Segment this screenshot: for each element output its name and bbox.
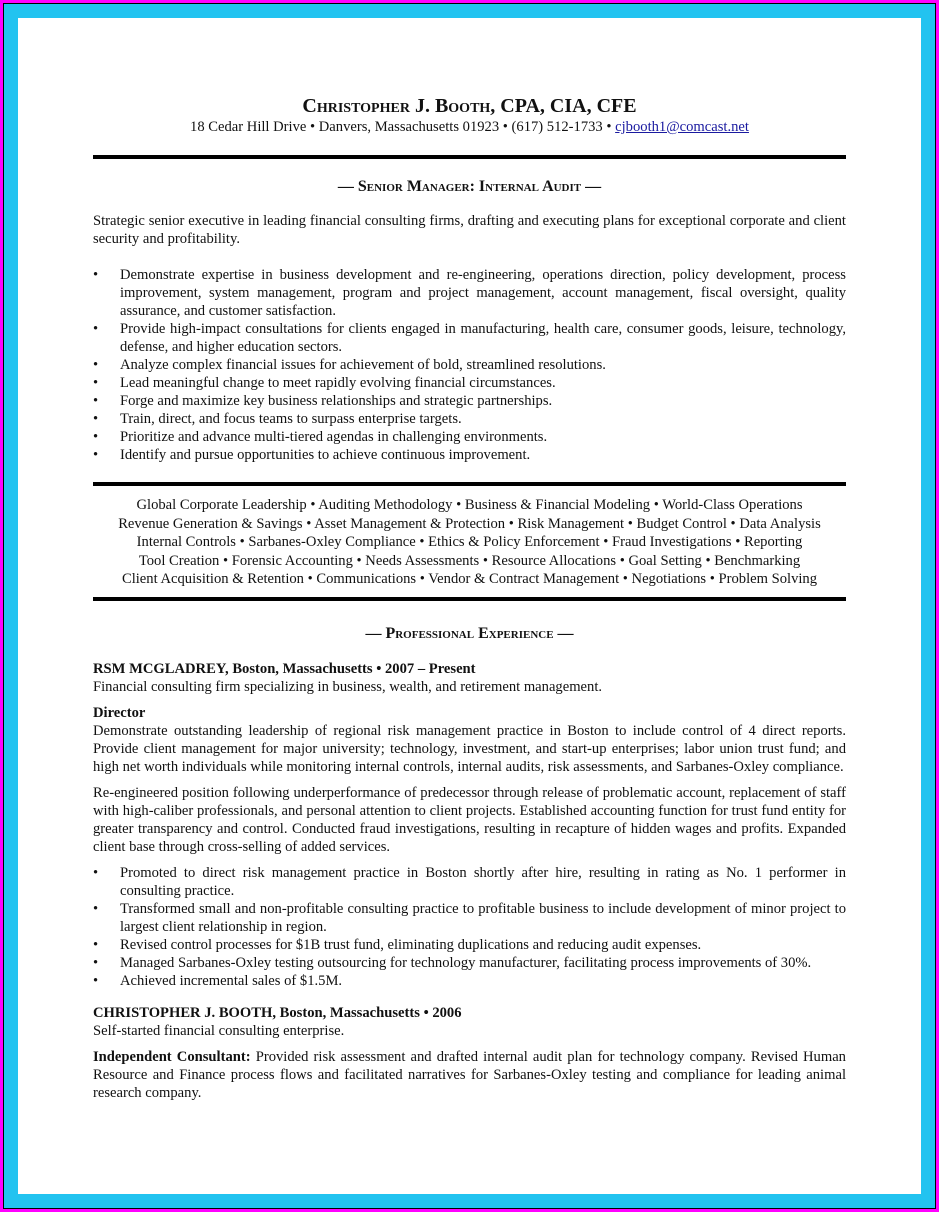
candidate-name: Christopher J. Booth, CPA, CIA, CFE: [302, 95, 637, 117]
bullet-item: [93, 374, 846, 392]
bullet-icon: •: [93, 900, 99, 917]
bullet-icon: •: [93, 411, 99, 427]
job-paragraph: [93, 1048, 846, 1102]
bullet-text: Prioritize and advance multi-tiered agendas in challenging environments.: [120, 429, 548, 445]
bullet-item: [93, 864, 846, 900]
bullet-text: Revised control processes for $1B trust fund, eliminating duplications and reducing audit expenses.: [120, 936, 702, 953]
summary-title: — Senior Manager: Internal Audit —: [337, 178, 602, 195]
divider: [93, 597, 846, 601]
job-title: Director: [93, 704, 146, 721]
bullet-icon: •: [93, 864, 99, 881]
bullet-text: Demonstrate expertise in business development and re-engineering, operations direction, policy development, process improvement, system management, program and project management, account management, fiscal oversight, quality assurance, and customer satisfaction.: [120, 267, 846, 319]
bullet-icon: •: [93, 972, 99, 989]
competencies: [93, 496, 846, 589]
bullet-item: [93, 954, 846, 972]
bullet-item: [93, 320, 846, 356]
job-paragraph: Re-engineered position following underperformance of predecessor through release of problematic account, replacement of staff with high-caliber professionals, and personal attention to client projects. Established accounting function for trust fund entity for greater transparency and control. Conducted fraud investigations, resulting in recapture of hidden wages and profits. Expanded client base through cross-selling of added services.: [93, 784, 846, 855]
bullet-item: [93, 900, 846, 936]
bullet-item: [93, 428, 846, 446]
summary-intro: Strategic senior executive in leading financial consulting firms, drafting and executing plans for exceptional corporate and client security and profitability.: [93, 213, 846, 247]
divider: [93, 155, 846, 159]
job-title: Independent Consultant:: [93, 1048, 251, 1065]
competency-line: Revenue Generation & Savings • Asset Management & Protection • Risk Management • Budget Control • Data Analysis: [118, 515, 821, 532]
bullet-text: Provide high-impact consultations for clients engaged in manufacturing, health care, consumer goods, leisure, technology, defense, and higher education sectors.: [120, 321, 846, 355]
bullet-item: [93, 392, 846, 410]
bullet-item: [93, 446, 846, 464]
bullet-text: Promoted to direct risk management practice in Boston shortly after hire, resulting in rating as No. 1 performer in consulting practice.: [120, 864, 846, 899]
bullet-item: [93, 972, 846, 990]
bullet-icon: •: [93, 393, 99, 409]
bullet-text: Achieved incremental sales of $1.5M.: [120, 972, 343, 989]
divider: [93, 482, 846, 486]
job-text: Provided risk assessment and drafted internal audit plan for technology company. Revised Human Resource and Finance process flows and facilitated narratives for Sarbanes-Oxley testing and compliance for leading animal research company.: [93, 1048, 846, 1101]
bullet-text: Train, direct, and focus teams to surpass enterprise targets.: [120, 411, 462, 427]
address: 18 Cedar Hill Drive • Danvers, Massachusetts 01923 • (617) 512-1733 •: [190, 119, 616, 135]
bullet-text: Transformed small and non-profitable consulting practice to profitable business to include development of minor project to largest client relationship in region.: [120, 900, 846, 935]
bullet-icon: •: [93, 936, 99, 953]
bullet-item: [93, 936, 846, 954]
bullet-item: [93, 410, 846, 428]
employer-2-desc: Self-started financial consulting enterprise.: [93, 1022, 345, 1039]
employer-1: RSM MCGLADREY, Boston, Massachusetts • 2007 – Present: [93, 660, 476, 677]
competency-line: Global Corporate Leadership • Auditing Methodology • Business & Financial Modeling • World-Class Operations: [136, 497, 803, 513]
resume: [93, 18, 846, 1102]
job-bullets: [93, 864, 846, 990]
bullet-icon: •: [93, 357, 99, 373]
bullet-icon: •: [93, 447, 99, 463]
bullet-icon: •: [93, 954, 99, 971]
bullet-item: [93, 356, 846, 374]
competency-line: Client Acquisition & Retention • Communications • Vendor & Contract Management • Negotiations • Problem Solving: [121, 571, 818, 588]
job-paragraph: Demonstrate outstanding leadership of regional risk management practice in Boston to include control of 4 direct reports. Provide client management for major university; technology, investment, and start-up enterprises; labor union trust fund; and high net worth individuals while monitoring internal controls, internal audits, risk assessments, and Sarbanes-Oxley compliance.: [93, 722, 846, 775]
bullet-icon: •: [93, 267, 99, 283]
bullet-icon: •: [93, 429, 99, 445]
experience-title: — Professional Experience —: [365, 624, 574, 642]
bullet-text: Lead meaningful change to meet rapidly evolving financial circumstances.: [120, 375, 556, 391]
bullet-icon: •: [93, 375, 99, 391]
email-link[interactable]: cjbooth1@comcast.net: [615, 119, 749, 135]
bullet-text: Forge and maximize key business relationships and strategic partnerships.: [120, 393, 553, 409]
bullet-icon: •: [93, 321, 99, 337]
employer-2: CHRISTOPHER J. BOOTH, Boston, Massachusetts • 2006: [93, 1004, 462, 1021]
resume-page: [18, 18, 921, 1194]
bullet-text: Managed Sarbanes-Oxley testing outsourcing for technology manufacturer, facilitating process improvements of 30%.: [120, 954, 812, 971]
competency-line: Tool Creation • Forensic Accounting • Needs Assessments • Resource Allocations • Goal Setting • Benchmarking: [138, 552, 801, 569]
bullet-item: [93, 266, 846, 320]
bullet-text: Identify and pursue opportunities to achieve continuous improvement.: [120, 447, 531, 463]
contact-line: [93, 118, 846, 136]
employer-1-desc: Financial consulting firm specializing in business, wealth, and retirement management.: [93, 678, 603, 695]
competency-line: Internal Controls • Sarbanes-Oxley Compliance • Ethics & Policy Enforcement • Fraud Investigations • Reporting: [136, 534, 803, 551]
summary-bullets: [93, 266, 846, 464]
bullet-text: Analyze complex financial issues for achievement of bold, streamlined resolutions.: [120, 357, 606, 373]
